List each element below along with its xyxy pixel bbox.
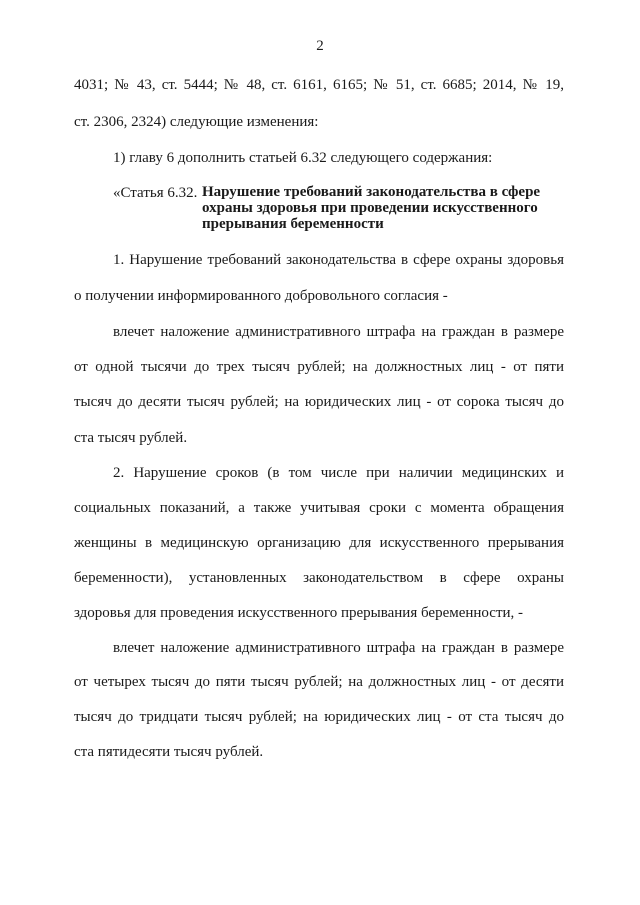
intro-line-2: ст. 2306, 2324) следующие изменения: — [74, 114, 319, 130]
part-2-line: здоровья для проведения искусственного прерывания беременности, - — [74, 605, 524, 621]
part-2-penalty-line: от четырех тысяч до пяти тысяч рублей; на должностных лиц - от десяти — [74, 674, 564, 690]
part-2-penalty-line: ста пятидесяти тысяч рублей. — [74, 744, 264, 760]
item-1: 1) главу 6 дополнить статьей 6.32 следующего содержания: — [113, 150, 493, 166]
part-2-line: женщины в медицинскую организацию для искусственного прерывания — [74, 535, 564, 551]
part-2-line: социальных показаний, а также учитывая сроки с момента обращения — [74, 500, 564, 516]
article-title-line: охраны здоровья при проведении искусственного — [202, 200, 538, 216]
part-1-line: о получении информированного добровольного согласия - — [74, 288, 448, 304]
page-number: 2 — [316, 38, 324, 54]
part-2-line: 2. Нарушение сроков (в том числе при наличии медицинских и — [113, 465, 564, 481]
article-label: «Статья 6.32. — [113, 185, 198, 201]
part-1-penalty-line: влечет наложение административного штрафа на граждан в размере — [113, 324, 564, 340]
part-1-penalty-line: от одной тысячи до трех тысяч рублей; на должностных лиц - от пяти — [74, 359, 564, 375]
part-2-line: беременности), установленных законодательством в сфере охраны — [74, 570, 564, 586]
article-title-line: Нарушение требований законодательства в сфере — [202, 184, 541, 200]
intro-line-1: 4031; № 43, ст. 5444; № 48, ст. 6161, 6165; № 51, ст. 6685; 2014, № 19, — [74, 77, 564, 93]
part-2-penalty-line: влечет наложение административного штрафа на граждан в размере — [113, 640, 564, 656]
part-1-line: 1. Нарушение требований законодательства в сфере охраны здоровья — [113, 252, 564, 268]
article-heading — [202, 184, 562, 232]
article-title-line: прерывания беременности — [202, 216, 384, 232]
part-1-penalty-line: ста тысяч рублей. — [74, 430, 188, 446]
part-1-penalty-line: тысяч до десяти тысяч рублей; на юридических лиц - от сорока тысяч до — [74, 394, 564, 410]
part-2-penalty-line: тысяч до тридцати тысяч рублей; на юридических лиц - от ста тысяч до — [74, 709, 564, 725]
